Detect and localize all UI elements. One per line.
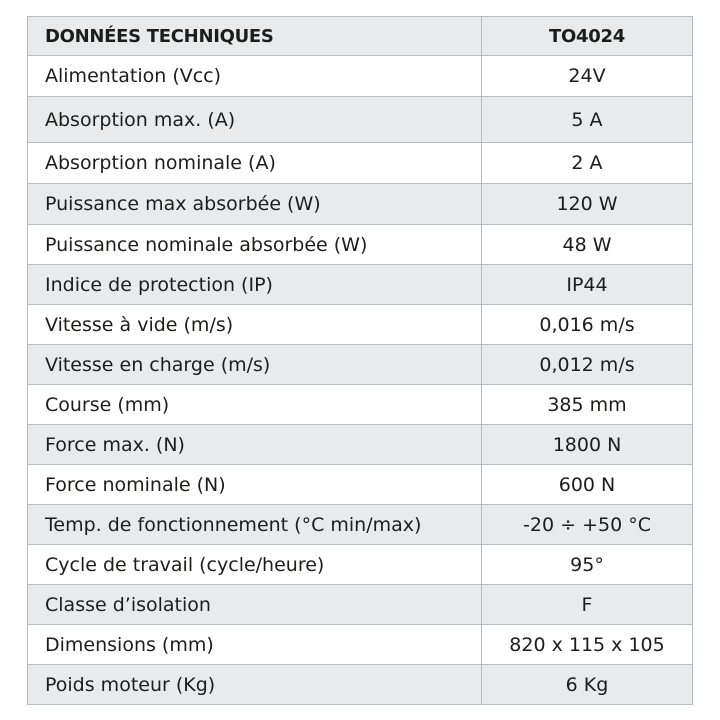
row-value: 0,016 m/s bbox=[482, 305, 693, 345]
row-value: 95° bbox=[482, 545, 693, 585]
row-label: Dimensions (mm) bbox=[28, 625, 482, 665]
header-label: DONNÉES TECHNIQUES bbox=[28, 17, 482, 56]
row-label: Absorption max. (A) bbox=[28, 97, 482, 143]
table-row bbox=[28, 665, 693, 705]
row-label: Force max. (N) bbox=[28, 425, 482, 465]
row-value: 385 mm bbox=[482, 385, 693, 425]
row-label: Force nominale (N) bbox=[28, 465, 482, 505]
row-label: Classe d’isolation bbox=[28, 585, 482, 625]
row-value: 6 Kg bbox=[482, 665, 693, 705]
row-label: Poids moteur (Kg) bbox=[28, 665, 482, 705]
row-value: 0,012 m/s bbox=[482, 345, 693, 385]
row-value: 1800 N bbox=[482, 425, 693, 465]
table-header-row bbox=[28, 17, 693, 56]
row-label: Absorption nominale (A) bbox=[28, 143, 482, 184]
table-row bbox=[28, 345, 693, 385]
row-value: F bbox=[482, 585, 693, 625]
row-value: -20 ÷ +50 °C bbox=[482, 505, 693, 545]
row-value: 600 N bbox=[482, 465, 693, 505]
row-value: 5 A bbox=[482, 97, 693, 143]
table-row bbox=[28, 625, 693, 665]
row-label: Course (mm) bbox=[28, 385, 482, 425]
table-row bbox=[28, 545, 693, 585]
row-label: Alimentation (Vcc) bbox=[28, 56, 482, 97]
row-value: 820 x 115 x 105 bbox=[482, 625, 693, 665]
table-row bbox=[28, 425, 693, 465]
table-row bbox=[28, 465, 693, 505]
row-label: Temp. de fonctionnement (°C min/max) bbox=[28, 505, 482, 545]
row-value: IP44 bbox=[482, 265, 693, 305]
row-value: 120 W bbox=[482, 184, 693, 225]
row-value: 24V bbox=[482, 56, 693, 97]
row-label: Vitesse en charge (m/s) bbox=[28, 345, 482, 385]
table-row bbox=[28, 265, 693, 305]
table-row bbox=[28, 585, 693, 625]
table-row bbox=[28, 56, 693, 97]
table-row bbox=[28, 305, 693, 345]
technical-data-table bbox=[27, 16, 693, 705]
table-row bbox=[28, 505, 693, 545]
row-label: Cycle de travail (cycle/heure) bbox=[28, 545, 482, 585]
table-row bbox=[28, 225, 693, 265]
row-label: Puissance max absorbée (W) bbox=[28, 184, 482, 225]
table-row bbox=[28, 97, 693, 143]
row-label: Indice de protection (IP) bbox=[28, 265, 482, 305]
row-label: Vitesse à vide (m/s) bbox=[28, 305, 482, 345]
row-label: Puissance nominale absorbée (W) bbox=[28, 225, 482, 265]
row-value: 48 W bbox=[482, 225, 693, 265]
header-model: TO4024 bbox=[482, 17, 693, 56]
table-row bbox=[28, 184, 693, 225]
table-row bbox=[28, 143, 693, 184]
table-row bbox=[28, 385, 693, 425]
row-value: 2 A bbox=[482, 143, 693, 184]
